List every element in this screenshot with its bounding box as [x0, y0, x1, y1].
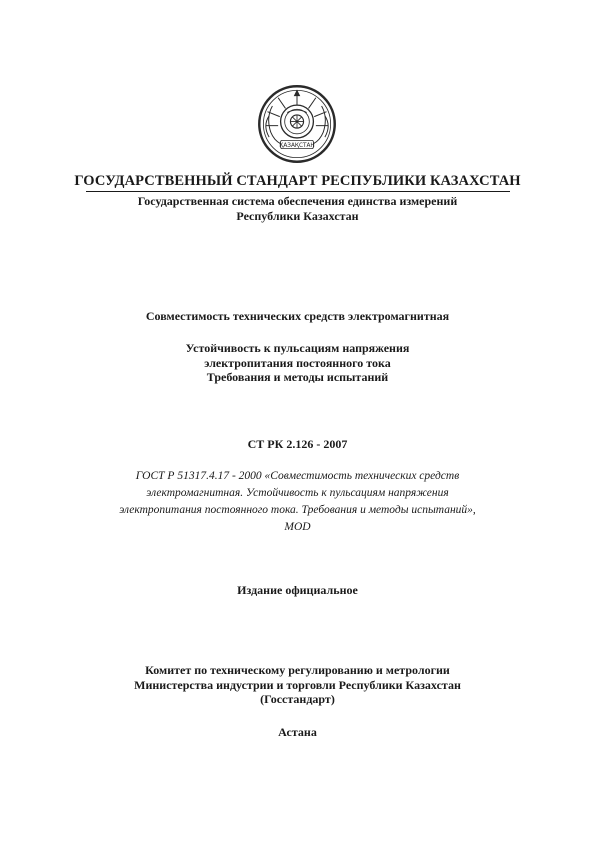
gost-reference — [60, 468, 535, 536]
measurement-system-line: Республики Казахстан — [236, 209, 359, 223]
gost-reference-line: электромагнитная. Устойчивость к пульсациям напряжения — [146, 487, 449, 499]
gost-reference-line: MOD — [284, 521, 311, 533]
city-name: Астана — [278, 725, 317, 739]
committee-name — [60, 663, 535, 707]
document-subtitle-line: Требования и методы испытаний — [206, 370, 389, 384]
committee-line: (Госстандарт) — [260, 692, 335, 706]
document-title: Совместимость технических средств электромагнитная — [145, 309, 450, 323]
document-subtitle — [60, 341, 535, 385]
measurement-system-line: Государственная система обеспечения единства измерений — [137, 194, 458, 208]
standard-title: ГОСУДАРСТВЕННЫЙ СТАНДАРТ РЕСПУБЛИКИ КАЗАХСТАН — [74, 173, 521, 189]
document-subtitle-line: Устойчивость к пульсациям напряжения — [185, 341, 410, 355]
measurement-system-title — [60, 194, 535, 224]
gost-reference-line: ГОСТ Р 51317.4.17 - 2000 «Совместимость технических средств — [135, 470, 460, 482]
gost-reference-line: электропитания постоянного тока. Требования и методы испытаний», — [119, 504, 476, 516]
kazakhstan-emblem-icon — [256, 83, 338, 165]
committee-line: Комитет по техническому регулированию и метрологии — [145, 663, 450, 677]
document-code: СТ РК 2.126 - 2007 — [247, 437, 348, 451]
document-subtitle-line: электропитания постоянного тока — [204, 355, 391, 370]
committee-line: Министерства индустрии и торговли Республики Казахстан — [134, 677, 461, 692]
edition-label: Издание официальное — [237, 583, 358, 597]
emblem-text: ҚАЗАҚСТАН — [279, 142, 315, 149]
title-divider — [86, 191, 510, 192]
